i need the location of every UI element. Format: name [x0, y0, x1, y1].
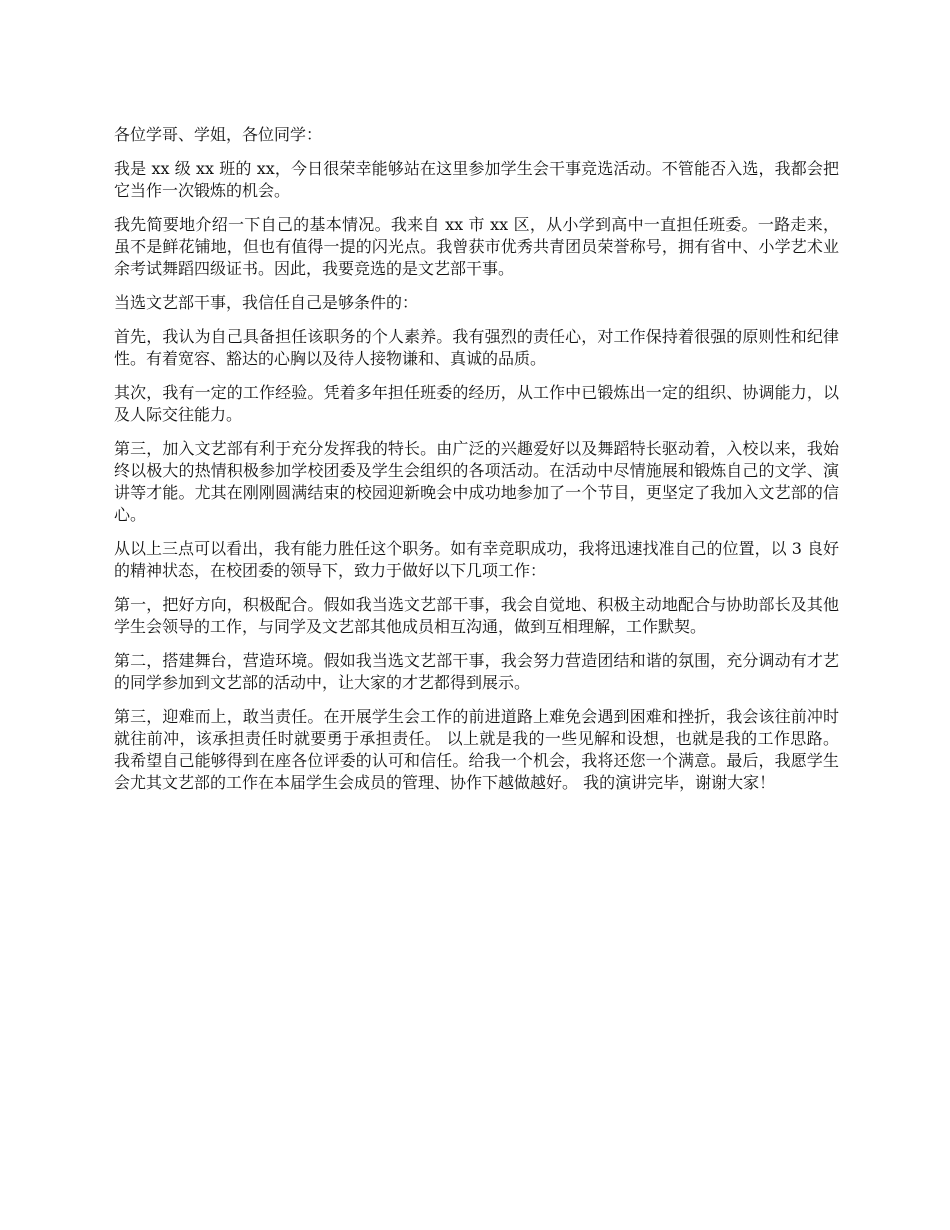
- document-body: [114, 124, 839, 806]
- paragraph-summary: 从以上三点可以看出，我有能力胜任这个职务。如有幸竞职成功，我将迅速找准自己的位置，以 3 良好的精神状态，在校团委的领导下，致力于做好以下几项工作：: [114, 539, 839, 580]
- paragraph-second-reason: 其次，我有一定的工作经验。凭着多年担任班委的经历，从工作中已锻炼出一定的组织、协调能力，以及人际交往能力。: [114, 383, 839, 424]
- paragraph-background: 我先简要地介绍一下自己的基本情况。我来自 xx 市 xx 区，从小学到高中一直担任班委。一路走来，虽不是鲜花铺地，但也有值得一提的闪光点。我曾获市优秀共青团员荣誉称号，拥有省中、小学艺术业余考试舞蹈四级证书。因此，我要竞选的是文艺部干事。: [114, 215, 839, 278]
- paragraph-third-reason: 第三，加入文艺部有利于充分发挥我的特长。由广泛的兴趣爱好以及舞蹈特长驱动着，入校以来，我始终以极大的热情积极参加学校团委及学生会组织的各项活动。在活动中尽情施展和锻炼自己的文学、演讲等才能。尤其在刚刚圆满结束的校园迎新晚会中成功地参加了一个节目，更坚定了我加入文艺部的信心。: [114, 439, 839, 524]
- paragraph-plan-one: 第一，把好方向，积极配合。假如我当选文艺部干事，我会自觉地、积极主动地配合与协助部长及其他学生会领导的工作，与同学及文艺部其他成员相互沟通，做到互相理解，工作默契。: [114, 595, 839, 636]
- paragraph-introduction: 我是 xx 级 xx 班的 xx，今日很荣幸能够站在这里参加学生会干事竞选活动。不管能否入选，我都会把它当作一次锻炼的机会。: [114, 159, 839, 200]
- paragraph-first-reason: 首先，我认为自己具备担任该职务的个人素养。我有强烈的责任心，对工作保持着很强的原则性和纪律性。有着宽容、豁达的心胸以及待人接物谦和、真诚的品质。: [114, 327, 839, 368]
- paragraph-qualification-lead: 当选文艺部干事，我信任自己是够条件的：: [114, 293, 419, 312]
- paragraph-plan-two: 第二，搭建舞台，营造环境。假如我当选文艺部干事，我会努力营造团结和谐的氛围，充分调动有才艺的同学参加到文艺部的活动中，让大家的才艺都得到展示。: [114, 651, 839, 692]
- paragraph-plan-three-closing: 第三，迎难而上，敢当责任。在开展学生会工作的前进道路上难免会遇到困难和挫折，我会该往前冲时就往前冲，该承担责任时就要勇于承担责任。 以上就是我的一些见解和设想，也就是我的工作思路。 我希望自己能够得到在座各位评委的认可和信任。给我一个机会，我将还您一个满意。最后，我愿学生会尤其文艺部的工作在本届学生会成员的管理、协作下越做越好。 我的演讲完毕，谢谢大家！: [114, 707, 839, 792]
- paragraph-salutation: 各位学哥、学姐，各位同学：: [114, 125, 323, 144]
